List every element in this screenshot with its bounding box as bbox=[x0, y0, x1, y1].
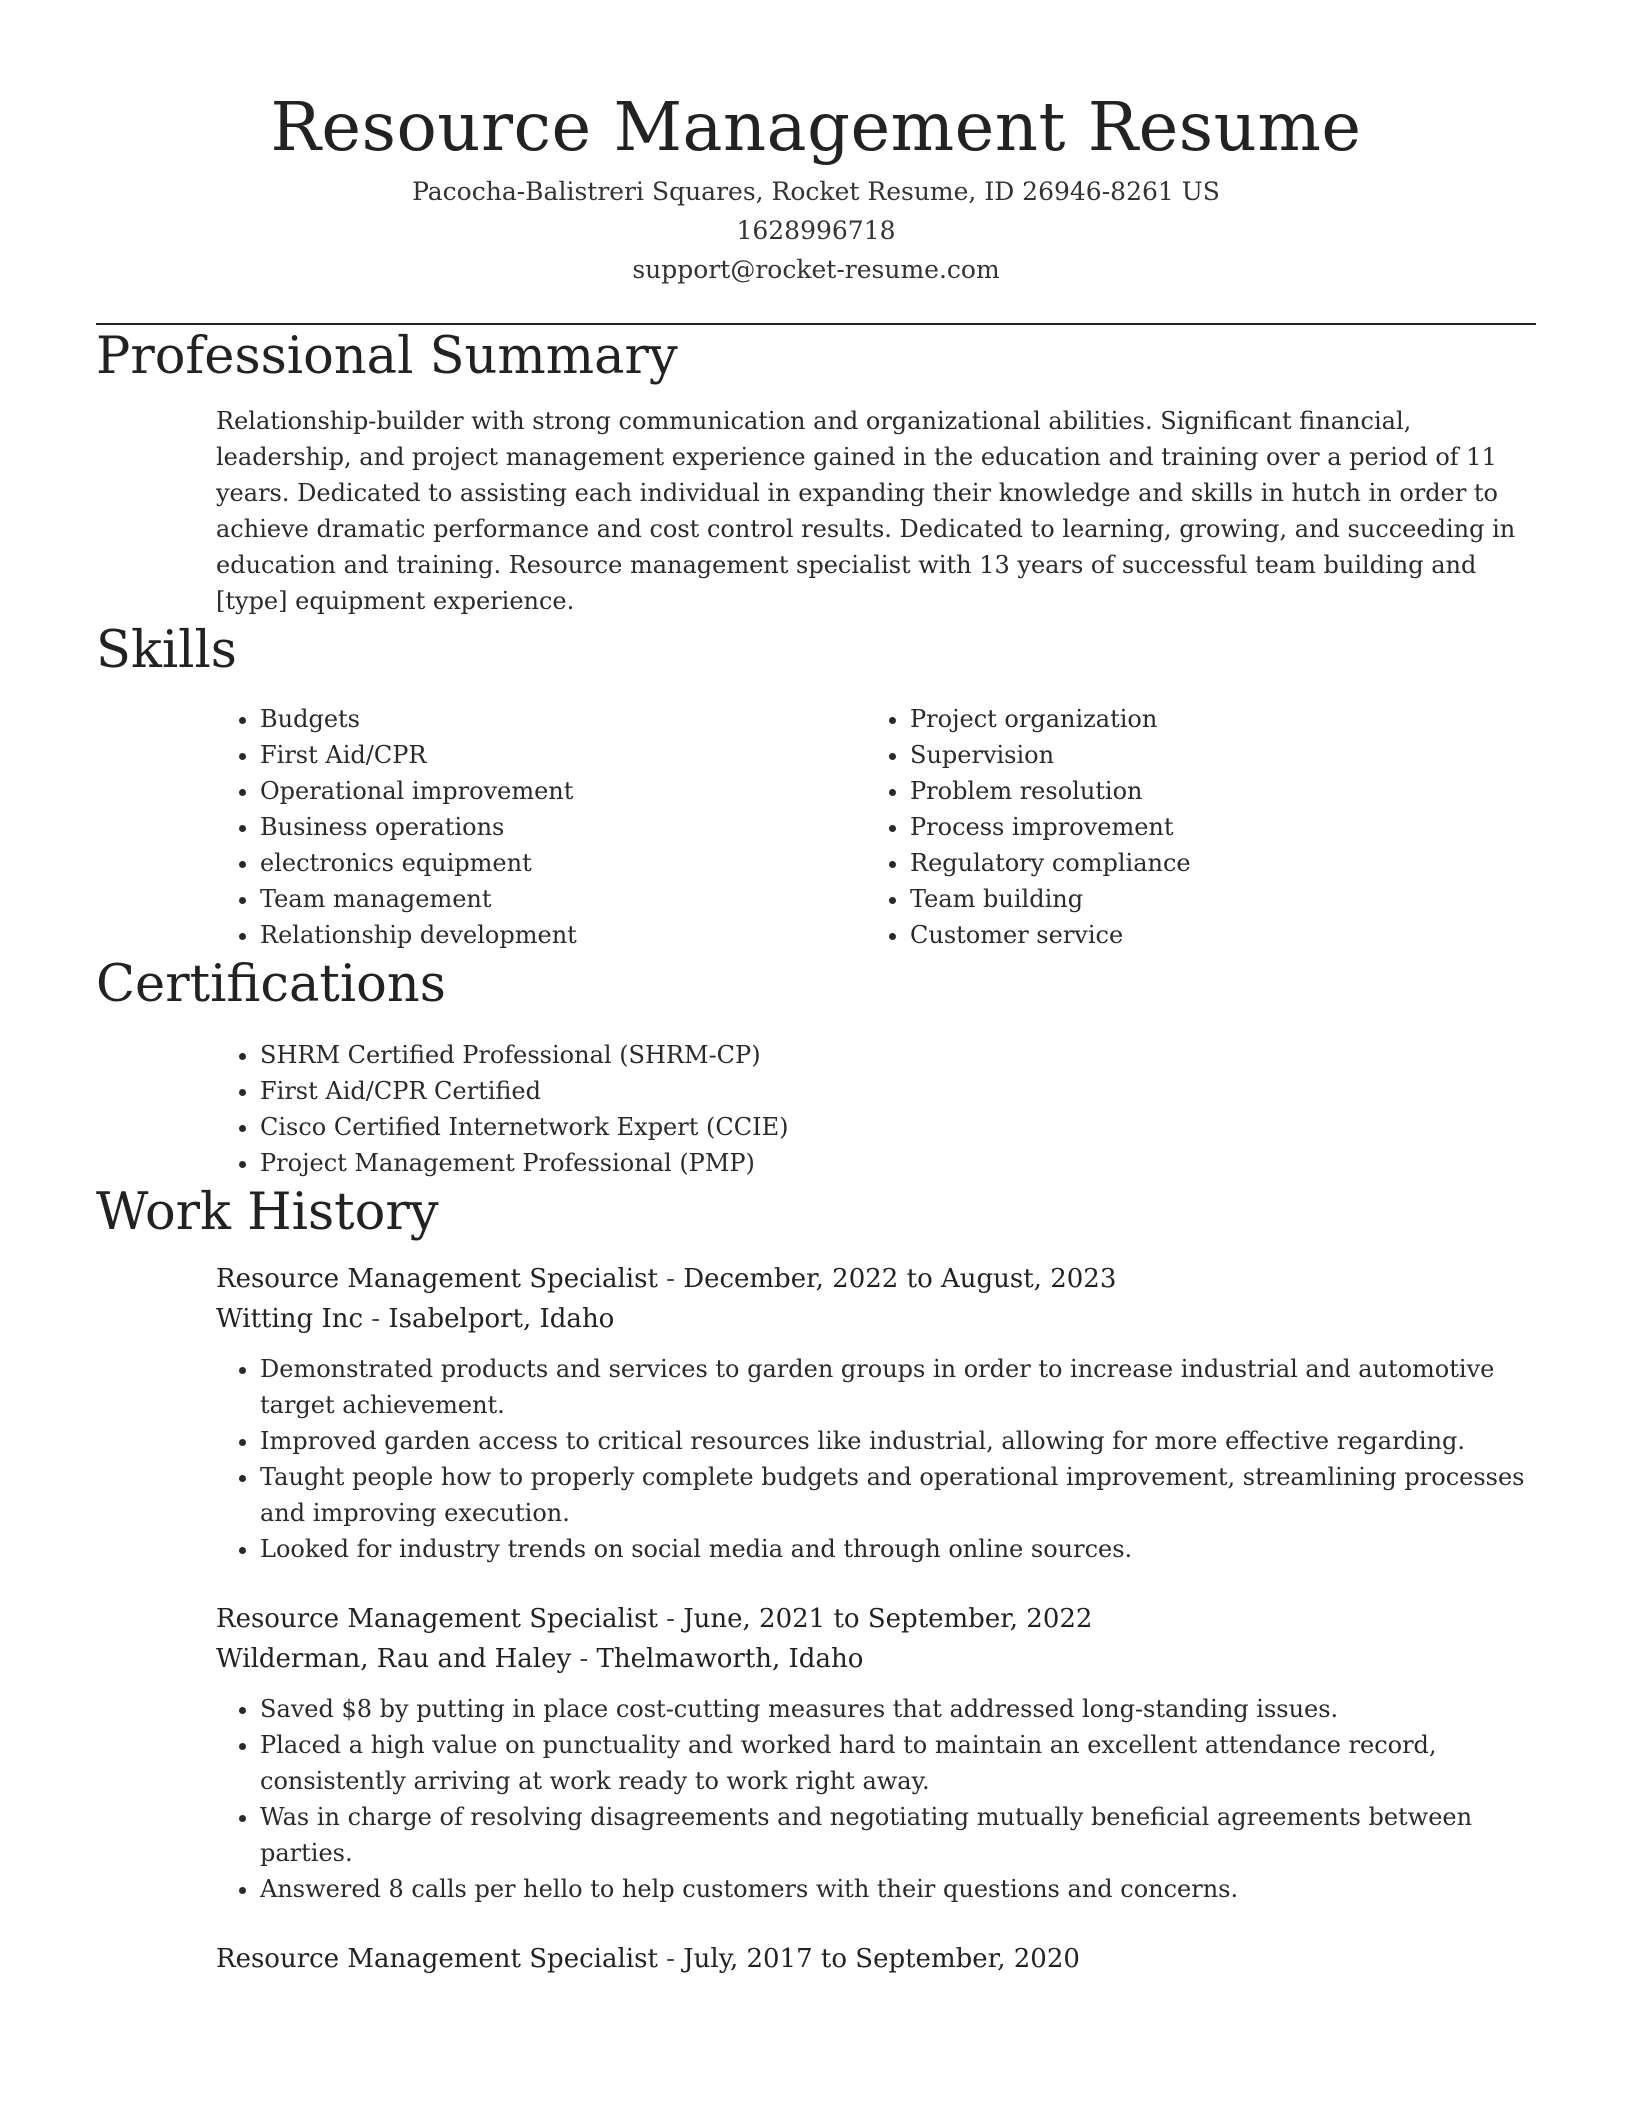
job-role-line bbox=[216, 1259, 1536, 1299]
resume-title: Resource Management Resume bbox=[270, 88, 1362, 166]
section-title-summary: Professional Summary bbox=[96, 327, 678, 386]
separator: - bbox=[657, 1264, 684, 1294]
email: support@rocket-resume.com bbox=[632, 255, 1000, 284]
job-bullet: • Demonstrated products and services to garden groups in order to increase industrial and automotive target achievement. bbox=[260, 1351, 1536, 1423]
section-title-skills: Skills bbox=[96, 621, 237, 680]
job-company-line bbox=[216, 1299, 1536, 1339]
job-entry bbox=[216, 1259, 1536, 1567]
skill-item: • Regulatory compliance bbox=[910, 845, 1516, 881]
job-role-line bbox=[216, 1939, 1536, 1979]
job-company: Witting Inc bbox=[216, 1304, 364, 1334]
skill-item: • Project organization bbox=[910, 701, 1516, 737]
job-company: Wilderman, Rau and Haley bbox=[216, 1644, 572, 1674]
job-bullet: • Taught people how to properly complete budgets and operational improvement, streamlining processes and improving execution. bbox=[260, 1459, 1536, 1531]
skill-item: • Supervision bbox=[910, 737, 1516, 773]
skill-item: • Team building bbox=[910, 881, 1516, 917]
certification-item: • Project Management Professional (PMP) bbox=[260, 1145, 1536, 1181]
separator: - bbox=[657, 1944, 684, 1974]
job-company-line bbox=[216, 1639, 1536, 1679]
skill-item: • Business operations bbox=[260, 809, 866, 845]
job-bullet: • Saved $8 by putting in place cost-cutting measures that addressed long-standing issues. bbox=[260, 1691, 1536, 1727]
skills-column-left bbox=[216, 701, 866, 953]
skill-item: • Customer service bbox=[910, 917, 1516, 953]
resume-header bbox=[96, 0, 1536, 289]
summary-text: Relationship-builder with strong communication and organizational abilities. Significant financial, leadership, and project management experience gained in the education and training over a period of 11 years. Dedicated to assisting each individual in expanding their knowledge and skills in hutch in order to achieve dramatic performance and cost control results. Dedicated to learning, growing, and succeeding in education and training. Resource management specialist with 13 years of successful team building and [type] equipment experience. bbox=[216, 407, 1516, 615]
phone: 1628996718 bbox=[736, 216, 896, 245]
section-title-certifications: Certifications bbox=[96, 955, 446, 1014]
job-dates: July, 2017 to September, 2020 bbox=[683, 1944, 1080, 1974]
job-bullet: • Looked for industry trends on social media and through online sources. bbox=[260, 1531, 1536, 1567]
job-bullet: • Placed a high value on punctuality and worked hard to maintain an excellent attendance record, consistently arriving at work ready to work right away. bbox=[260, 1727, 1536, 1799]
job-entry bbox=[216, 1939, 1536, 1979]
job-dates: June, 2021 to September, 2022 bbox=[683, 1604, 1093, 1634]
skill-item: • First Aid/CPR bbox=[260, 737, 866, 773]
job-role: Resource Management Specialist bbox=[216, 1264, 658, 1294]
skill-item: • Team management bbox=[260, 881, 866, 917]
certification-item: • Cisco Certified Internetwork Expert (CCIE) bbox=[260, 1109, 1536, 1145]
skill-item: • Relationship development bbox=[260, 917, 866, 953]
skill-item: • Budgets bbox=[260, 701, 866, 737]
job-location: Thelmaworth, Idaho bbox=[596, 1644, 864, 1674]
resume-page bbox=[96, 0, 1536, 1979]
skills-list bbox=[216, 701, 1536, 953]
job-bullet: • Answered 8 calls per hello to help customers with their questions and concerns. bbox=[260, 1871, 1536, 1907]
skills-column-right bbox=[866, 701, 1516, 953]
skill-item: • Problem resolution bbox=[910, 773, 1516, 809]
job-bullets bbox=[216, 1351, 1536, 1567]
job-role: Resource Management Specialist bbox=[216, 1944, 658, 1974]
certification-item: • SHRM Certified Professional (SHRM-CP) bbox=[260, 1037, 1536, 1073]
job-dates: December, 2022 to August, 2023 bbox=[683, 1264, 1117, 1294]
separator: - bbox=[657, 1604, 684, 1634]
job-bullets bbox=[216, 1691, 1536, 1907]
certifications-list bbox=[216, 1037, 1536, 1181]
job-entry bbox=[216, 1599, 1536, 1907]
skill-item: • Process improvement bbox=[910, 809, 1516, 845]
section-title-work-history: Work History bbox=[96, 1183, 439, 1242]
address: Pacocha-Balistreri Squares, Rocket Resume, ID 26946-8261 US bbox=[412, 177, 1220, 206]
skill-item: • electronics equipment bbox=[260, 845, 866, 881]
job-bullet: • Was in charge of resolving disagreements and negotiating mutually beneficial agreements between parties. bbox=[260, 1799, 1536, 1871]
job-role-line bbox=[216, 1599, 1536, 1639]
skill-item: • Operational improvement bbox=[260, 773, 866, 809]
contact-block bbox=[96, 172, 1536, 289]
certification-item: • First Aid/CPR Certified bbox=[260, 1073, 1536, 1109]
separator: - bbox=[571, 1644, 597, 1674]
separator: - bbox=[363, 1304, 389, 1334]
job-bullet: • Improved garden access to critical resources like industrial, allowing for more effective regarding. bbox=[260, 1423, 1536, 1459]
job-location: Isabelport, Idaho bbox=[388, 1304, 615, 1334]
job-role: Resource Management Specialist bbox=[216, 1604, 658, 1634]
